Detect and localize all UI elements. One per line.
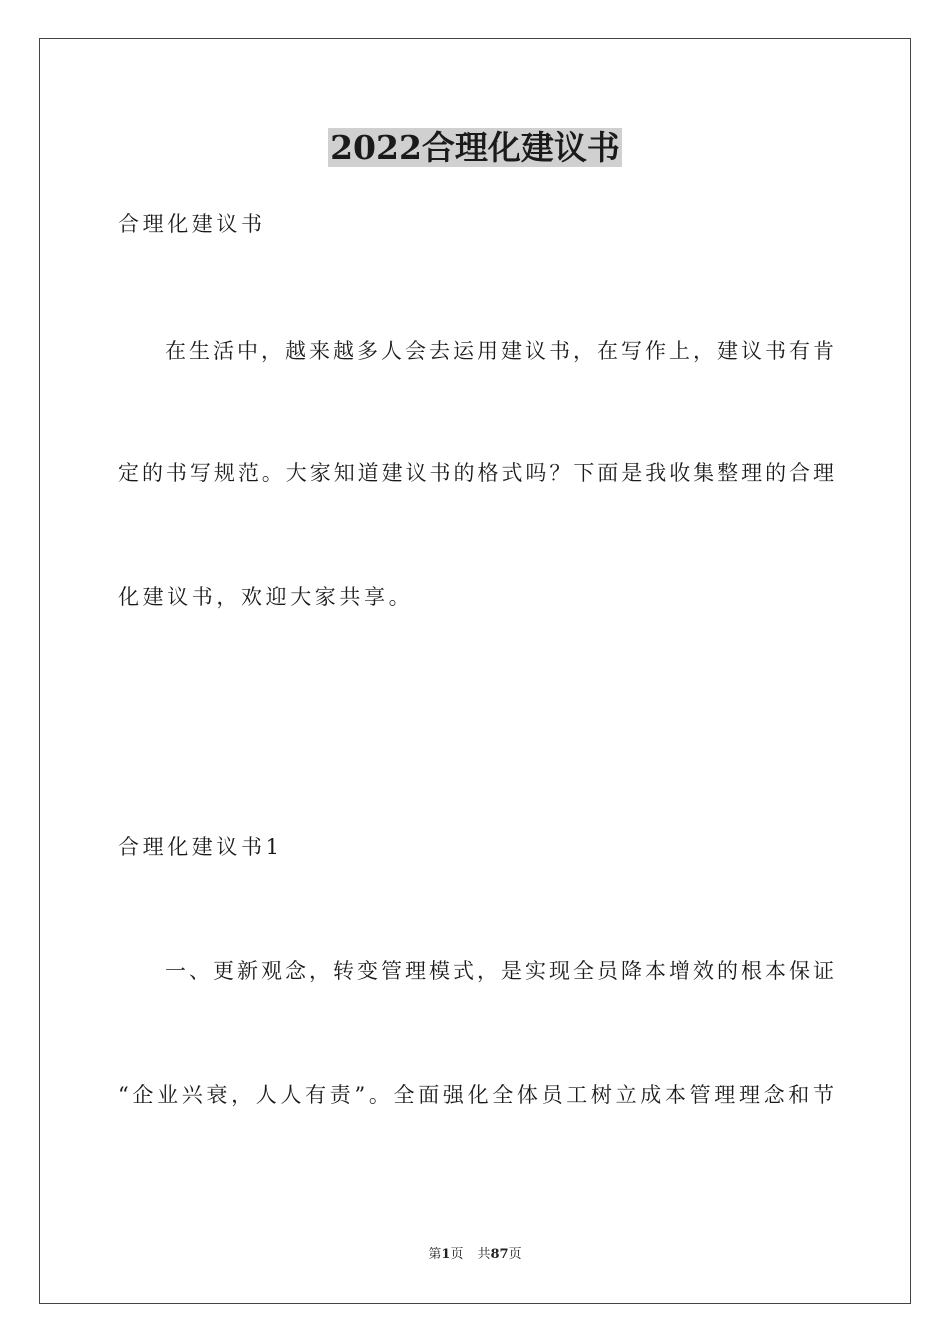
total-pages: 87 — [490, 1247, 509, 1262]
document-subtitle: 合理化建议书 — [118, 212, 266, 236]
intro-line-3: 化建议书，欢迎大家共享。 — [118, 585, 414, 609]
document-title: 2022合理化建议书 — [330, 128, 620, 167]
intro-line-2: 定的书写规范。大家知道建议书的格式吗？下面是我收集整理的合理 — [118, 461, 834, 485]
page-prefix: 第 — [428, 1247, 442, 1262]
page-number: 1 — [441, 1247, 451, 1262]
total-suffix: 页 — [508, 1247, 522, 1262]
total-prefix: 共 — [477, 1247, 491, 1262]
section-line-2: “企业兴衰，人人有责”。全面强化全体员工树立成本管理理念和节 — [118, 1083, 834, 1107]
page-footer — [0, 1246, 950, 1264]
intro-line-1: 在生活中，越来越多人会去运用建议书，在写作上，建议书有肯 — [165, 339, 834, 363]
page-suffix: 页 — [450, 1247, 464, 1262]
section-line-1: 一、更新观念，转变管理模式，是实现全员降本增效的根本保证 — [165, 959, 834, 983]
section-title: 合理化建议书1 — [118, 835, 283, 859]
